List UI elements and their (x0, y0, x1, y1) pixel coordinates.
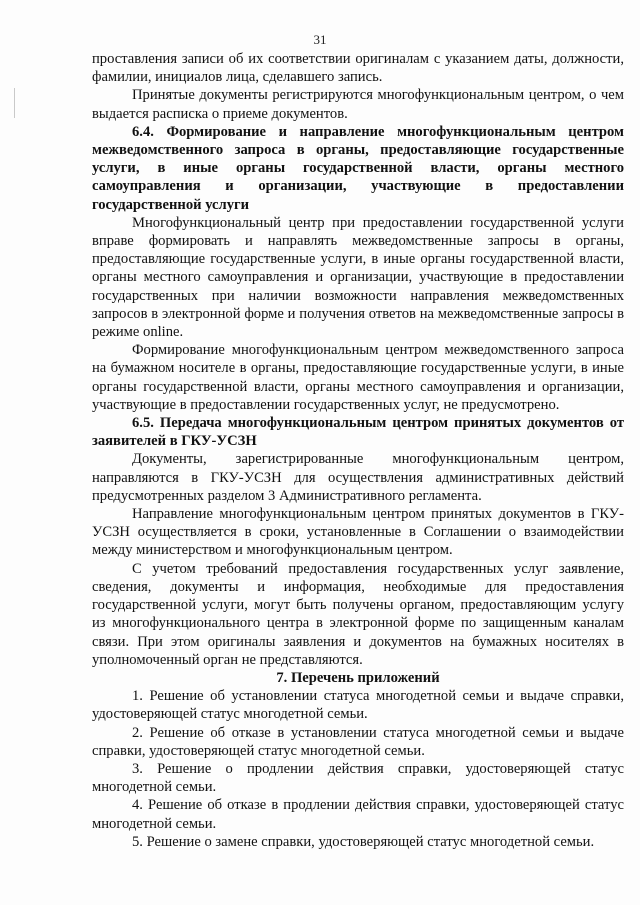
document-body (92, 50, 624, 851)
appendix-item-5: 5. Решение о замене справки, удостоверяющей статус многодетной семьи. (132, 833, 595, 850)
paragraph-documents-sent: Документы, зарегистрированные многофункциональным центром, направляются в ГКУ-УСЗН для осуществления административных действий предусмотренных разделом 3 Административного регламента. (92, 451, 624, 504)
appendix-item-2: 2. Решение об отказе в установлении статуса многодетной семьи и выдаче справки, удостоверяющей статус многодетной семьи. (92, 724, 624, 759)
paragraph-electronic-channels: С учетом требований предоставления государственных услуг заявление, сведения, документы и информация, необходимые для предоставления государственной услуги, могут быть получены органом, предоставляющим услугу из многофункционального центра в электронной форме по защищенным каналам связи. При этом оригиналы заявления и документов на бумажных носителях в уполномоченный орган не представляются. (92, 560, 624, 668)
section-heading-6-5: 6.5. Передача многофункциональным центром принятых документов от заявителей в ГКУ-УСЗН (92, 415, 624, 450)
paragraph-paper-requests: Формирование многофункциональным центром межведомственного запроса на бумажном носителе в органы, предоставляющие государственные услуги, в иные органы государственной власти, органы местного самоуправления и организации, участвующие в предоставлении государственных услуг, не предусмотрено. (92, 342, 624, 413)
paragraph-registration: Принятые документы регистрируются многофункциональным центром, о чем выдается расписка о приеме документов. (92, 87, 624, 122)
section-heading-6-4: 6.4. Формирование и направление многофункциональным центром межведомственного запроса в органы, предоставляющие государственные услуги, в иные органы государственной власти, органы местного самоуправления и организации, участвующие в предоставлении государственной услуги (92, 123, 624, 213)
scan-artifact (14, 88, 15, 118)
appendix-item-1: 1. Решение об установлении статуса многодетной семьи и выдаче справки, удостоверяющей статус многодетной семьи. (92, 688, 624, 723)
appendix-item-3: 3. Решение о продлении действия справки, удостоверяющей статус многодетной семьи. (92, 760, 624, 796)
page-number: 31 (313, 32, 327, 47)
section-heading-7: 7. Перечень приложений (276, 669, 440, 686)
appendix-item-4: 4. Решение об отказе в продлении действия справки, удостоверяющей статус многодетной семьи. (92, 797, 624, 832)
paragraph-transfer-terms: Направление многофункциональным центром принятых документов в ГКУ-УСЗН осуществляется в сроки, установленные в Соглашении о взаимодействии между министерством и многофункциональным центром. (92, 506, 624, 559)
paragraph-continuation: проставления записи об их соответствии оригиналам с указанием даты, должности, фамилии, инициалов лица, сделавшего запись. (92, 51, 624, 86)
paragraph-interagency-requests: Многофункциональный центр при предоставлении государственной услуги вправе формировать и направлять межведомственные запросы в органы, предоставляющие государственные услуги, в иные органы государственной власти, органы местного самоуправления и организации, участвующие в предоставлении государственных при наличии возможности направления межведомственных запросов в электронной форме и получения ответов на межведомственные запросы в режиме online. (92, 214, 624, 341)
